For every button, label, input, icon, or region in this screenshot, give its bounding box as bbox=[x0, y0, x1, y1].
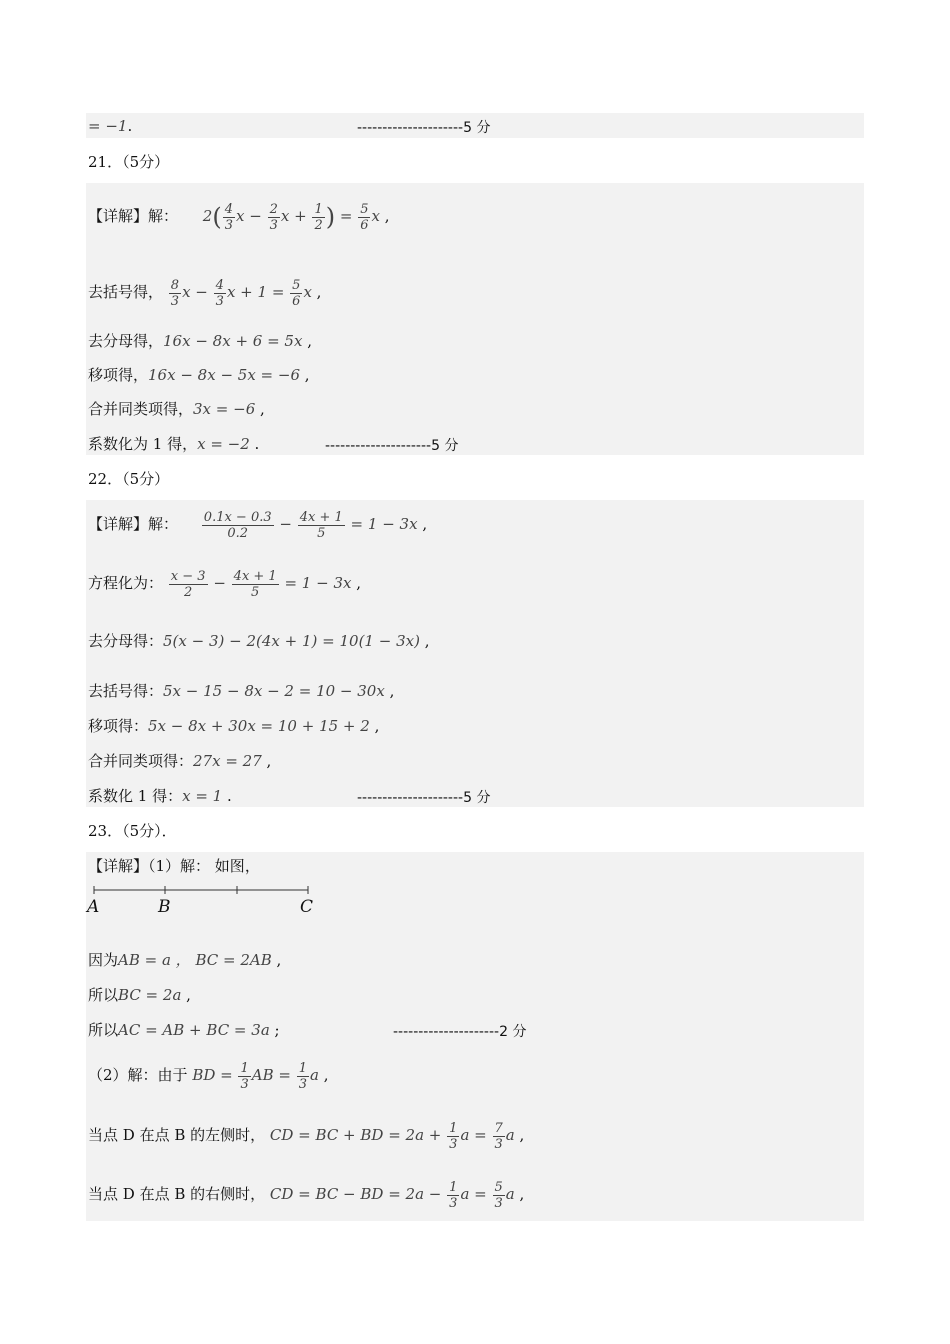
q21-score: ---------------------5 分 bbox=[325, 438, 459, 454]
q23-line1-label: 因为 bbox=[88, 951, 119, 969]
q20-result-line bbox=[88, 116, 132, 136]
q21-step2: 去分母得，16x − 8x + 6 = 5x , bbox=[88, 332, 312, 350]
q23-score: ---------------------2 分 bbox=[393, 1024, 527, 1040]
q22-equation: $\frac{0.1x - 0.3}{0.2}$ − $\frac{4x + 1}{5}$ = 1 − 3x bbox=[203, 509, 418, 541]
point-b-label: B bbox=[158, 897, 171, 917]
q23-line1: 因为AB = a ， BC = 2AB , bbox=[88, 951, 282, 969]
q21-step4: 合并同类项得，3x = −6 , bbox=[88, 400, 265, 418]
q23-line3: 所以AC = AB + BC = 3a ; bbox=[88, 1021, 280, 1039]
q22-header: 22．（5分） bbox=[88, 470, 170, 488]
q23-left-expr: CD = BC + BD = 2a + $\frac{1}{3}$ a = $\frac{7}{3}$ a bbox=[269, 1120, 515, 1152]
q21-step5-expr: x = −2 bbox=[197, 435, 250, 453]
q22-step3: 去括号得：5x − 15 − 8x − 2 = 10 − 30x , bbox=[88, 682, 395, 700]
q23-right-expr: CD = BC − BD = 2a − $\frac{1}{3}$ a = $\frac{5}{3}$ a bbox=[269, 1179, 515, 1211]
q22-step4: 移项得：5x − 8x + 30x = 10 + 15 + 2 , bbox=[88, 717, 380, 735]
q21-step1-label: 去括号得， bbox=[88, 283, 164, 301]
q22-step2-expr: 5(x − 3) − 2(4x + 1) = 10(1 − 3x) bbox=[163, 632, 420, 650]
q20-score: ---------------------5 分 bbox=[357, 120, 491, 136]
q23-left-label: 当点 D 在点 B 的左侧时， bbox=[88, 1126, 266, 1144]
q21-detail-label: 【详解】解： bbox=[88, 207, 179, 225]
q21-step1-expr: $\frac{8}{3}$ x − $\frac{4}{3}$ x + 1 = $\frac{5}{6}$ x bbox=[170, 277, 312, 309]
q23-part2-label: （2）解：由于 bbox=[88, 1066, 188, 1084]
q22-step1-expr: $\frac{x - 3}{2}$ − $\frac{4x + 1}{5}$ = 1 − 3x bbox=[170, 568, 352, 600]
q23-part2-line: （2）解：由于 BD = $\frac{1}{3}$ AB = $\frac{1}{3}$ a , bbox=[88, 1060, 329, 1092]
q22-step2-label: 去分母得： bbox=[88, 632, 164, 650]
q22-step4-label: 移项得： bbox=[88, 717, 149, 735]
q22-step5: 合并同类项得：27x = 27 , bbox=[88, 752, 272, 770]
q23-line1-expr: AB = a ， BC = 2AB bbox=[118, 951, 272, 969]
q21-equation: 2( $\frac{4}{3}$ x − $\frac{2}{3}$ x + $\frac{1}{2}$ ) = $\frac{5}{6}$ x bbox=[202, 201, 380, 233]
q22-step6-expr: x = 1 bbox=[182, 787, 223, 805]
q21-detail-line: 【详解】解： 2( $\frac{4}{3}$ x − $\frac{2}{3}$ x + $\frac{1}{2}$ ) = $\frac{5}{6}$ x , bbox=[88, 201, 390, 233]
point-a-label: A bbox=[87, 897, 100, 917]
q23-header: 23．（5分）． bbox=[88, 822, 177, 840]
q21-step3-expr: 16x − 8x − 5x = −6 bbox=[148, 366, 300, 384]
q23-right-case: 当点 D 在点 B 的右侧时， CD = BC − BD = 2a − $\frac{1}{3}$ a = $\frac{5}{3}$ a , bbox=[88, 1179, 525, 1211]
segment-diagram bbox=[86, 880, 326, 920]
q22-detail-label: 【详解】解： bbox=[88, 515, 179, 533]
q22-step3-expr: 5x − 15 − 8x − 2 = 10 − 30x bbox=[163, 682, 385, 700]
q23-detail-label: 【详解】（1）解： 如图， bbox=[88, 857, 260, 875]
q21-header: 21．（5分） bbox=[88, 153, 170, 171]
q23-line2: 所以BC = 2a , bbox=[88, 986, 191, 1004]
q21-step4-label: 合并同类项得， bbox=[88, 400, 194, 418]
q21-step5-label: 系数化为 1 得， bbox=[88, 435, 198, 453]
q21-step1: 去括号得， $\frac{8}{3}$ x − $\frac{4}{3}$ x + 1 = $\frac{5}{6}$ x , bbox=[88, 277, 322, 309]
point-c-label: C bbox=[300, 897, 314, 917]
q21-step2-label: 去分母得， bbox=[88, 332, 164, 350]
q22-score: ---------------------5 分 bbox=[357, 790, 491, 806]
q23-line3-label: 所以 bbox=[88, 1021, 119, 1039]
q23-left-case: 当点 D 在点 B 的左侧时， CD = BC + BD = 2a + $\frac{1}{3}$ a = $\frac{7}{3}$ a , bbox=[88, 1120, 525, 1152]
q21-step2-expr: 16x − 8x + 6 = 5x bbox=[163, 332, 303, 350]
q21-step5: 系数化为 1 得，x = −2 . bbox=[88, 435, 260, 453]
q21-step3-label: 移项得， bbox=[88, 366, 149, 384]
q23-line3-expr: AC = AB + BC = 3a bbox=[118, 1021, 270, 1039]
q22-step6: 系数化 1 得：x = 1 . bbox=[88, 787, 232, 805]
q22-step2: 去分母得：5(x − 3) − 2(4x + 1) = 10(1 − 3x) , bbox=[88, 632, 430, 650]
q22-step5-label: 合并同类项得： bbox=[88, 752, 194, 770]
q23-right-label: 当点 D 在点 B 的右侧时， bbox=[88, 1185, 266, 1203]
q21-step3: 移项得，16x − 8x − 5x = −6 , bbox=[88, 366, 310, 384]
q23-part2-expr: BD = $\frac{1}{3}$ AB = $\frac{1}{3}$ a bbox=[192, 1060, 319, 1092]
q23-line2-label: 所以 bbox=[88, 986, 119, 1004]
q20-result: = −1 bbox=[88, 117, 128, 135]
q22-detail-line: 【详解】解： $\frac{0.1x - 0.3}{0.2}$ − $\frac{4x + 1}{5}$ = 1 − 3x , bbox=[88, 509, 428, 541]
q20-end: . bbox=[127, 117, 133, 135]
q22-step6-label: 系数化 1 得： bbox=[88, 787, 183, 805]
q21-step4-expr: 3x = −6 bbox=[193, 400, 256, 418]
q22-step1: 方程化为： $\frac{x - 3}{2}$ − $\frac{4x + 1}{5}$ = 1 − 3x , bbox=[88, 568, 362, 600]
q23-line2-expr: BC = 2a bbox=[118, 986, 182, 1004]
q22-step5-expr: 27x = 27 bbox=[193, 752, 262, 770]
q22-step3-label: 去括号得： bbox=[88, 682, 164, 700]
q22-step1-label: 方程化为： bbox=[88, 574, 164, 592]
q22-step4-expr: 5x − 8x + 30x = 10 + 15 + 2 bbox=[148, 717, 370, 735]
